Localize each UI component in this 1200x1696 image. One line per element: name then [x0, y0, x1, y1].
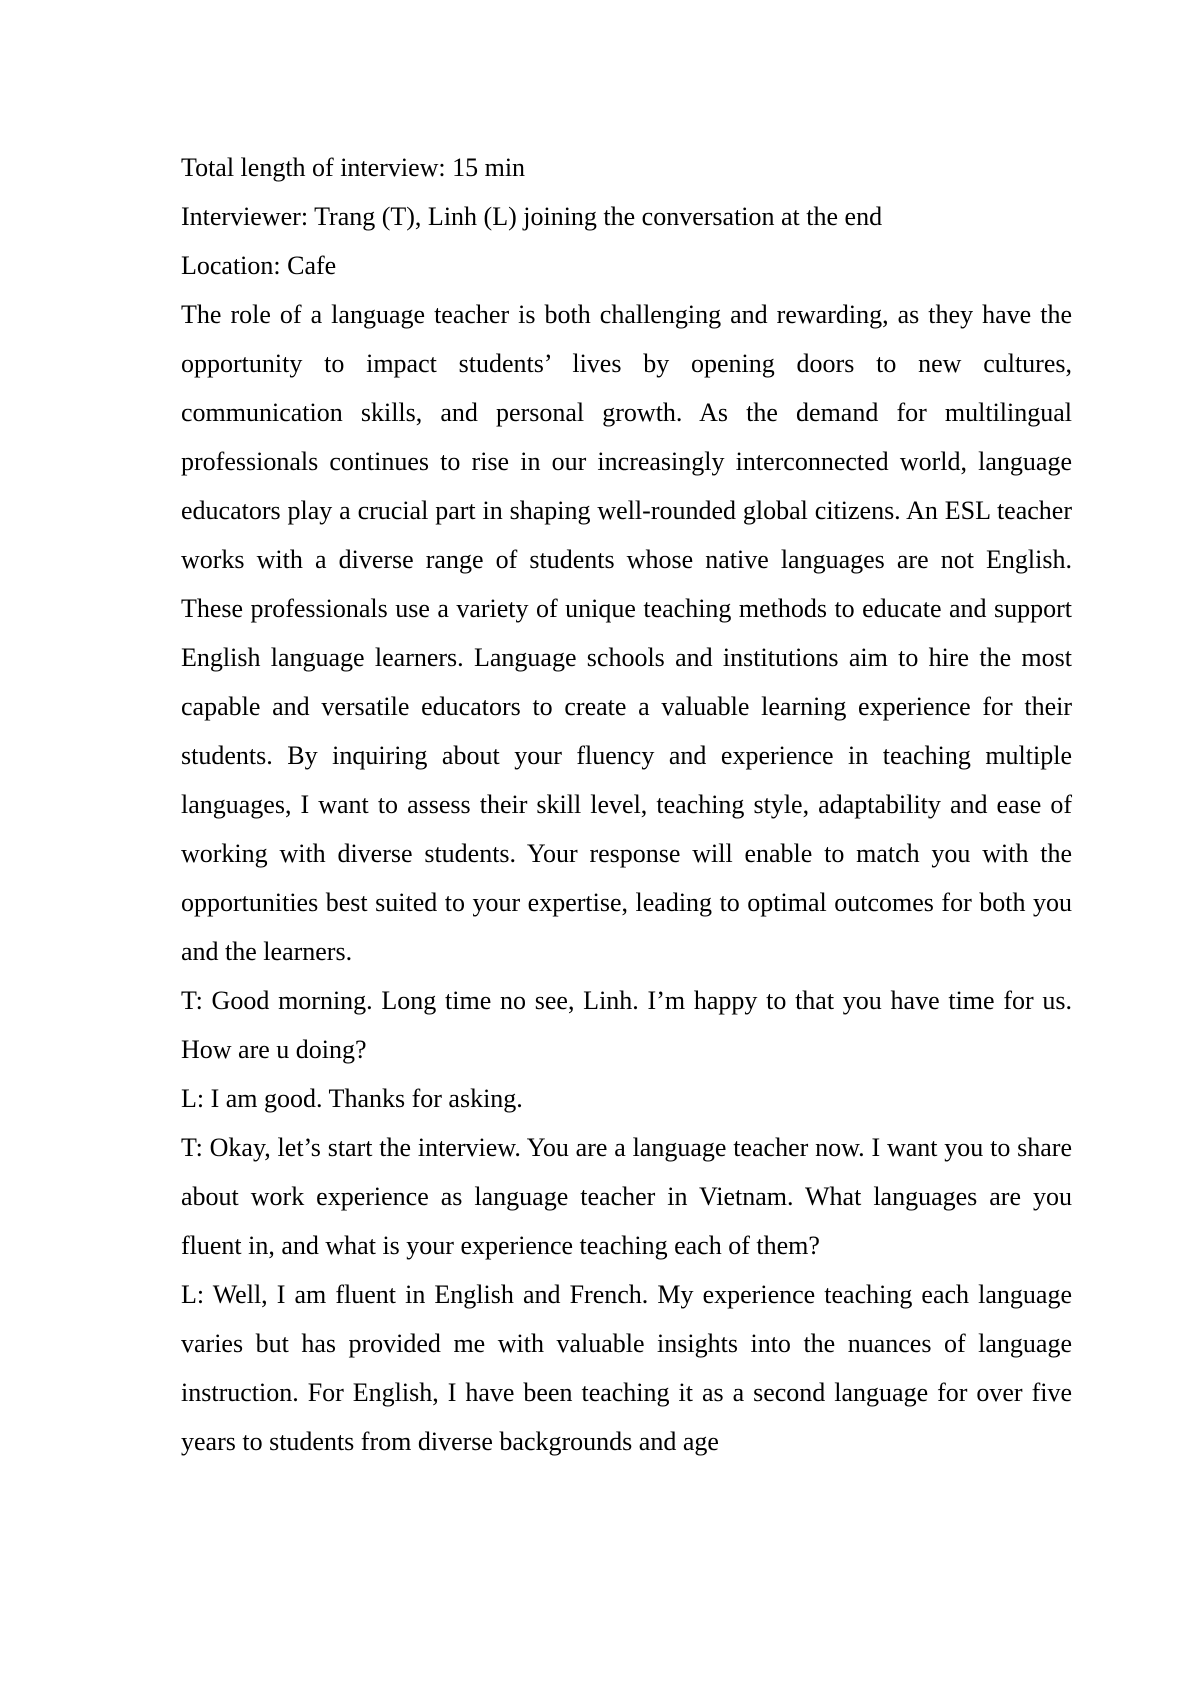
- interview-length: Total length of interview: 15 min: [181, 153, 526, 182]
- dialogue-line-2: L: I am good. Thanks for asking.: [181, 1084, 523, 1113]
- dialogue-line-3: T: Okay, let’s start the interview. You are a language teacher now. I want you to share about work experience as language teacher in Vietnam. What languages are you fluent in, and what is your experience teaching each of them?: [181, 1133, 1072, 1260]
- interview-transcript: [181, 143, 1072, 1466]
- dialogue-line-4: L: Well, I am fluent in English and French. My experience teaching each language varies but has provided me with valuable insights into the nuances of language instruction. For English, I have been teaching it as a second language for over five years to students from diverse backgrounds and age: [181, 1280, 1072, 1456]
- dialogue-line-1: T: Good morning. Long time no see, Linh. I’m happy to that you have time for us. How are u doing?: [181, 986, 1072, 1064]
- location-info: Location: Cafe: [181, 251, 337, 280]
- interviewer-info: Interviewer: Trang (T), Linh (L) joining the conversation at the end: [181, 202, 883, 231]
- intro-paragraph: The role of a language teacher is both challenging and rewarding, as they have the opportunity to impact students’ lives by opening doors to new cultures, communication skills, and personal growth. As the demand for multilingual professionals continues to rise in our increasingly interconnected world, language educators play a crucial part in shaping well-rounded global citizens. An ESL teacher works with a diverse range of students whose native languages are not English. These professionals use a variety of unique teaching methods to educate and support English language learners. Language schools and institutions aim to hire the most capable and versatile educators to create a valuable learning experience for their students. By inquiring about your fluency and experience in teaching multiple languages, I want to assess their skill level, teaching style, adaptability and ease of working with diverse students. Your response will enable to match you with the opportunities best suited to your expertise, leading to optimal outcomes for both you and the learners.: [181, 300, 1072, 966]
